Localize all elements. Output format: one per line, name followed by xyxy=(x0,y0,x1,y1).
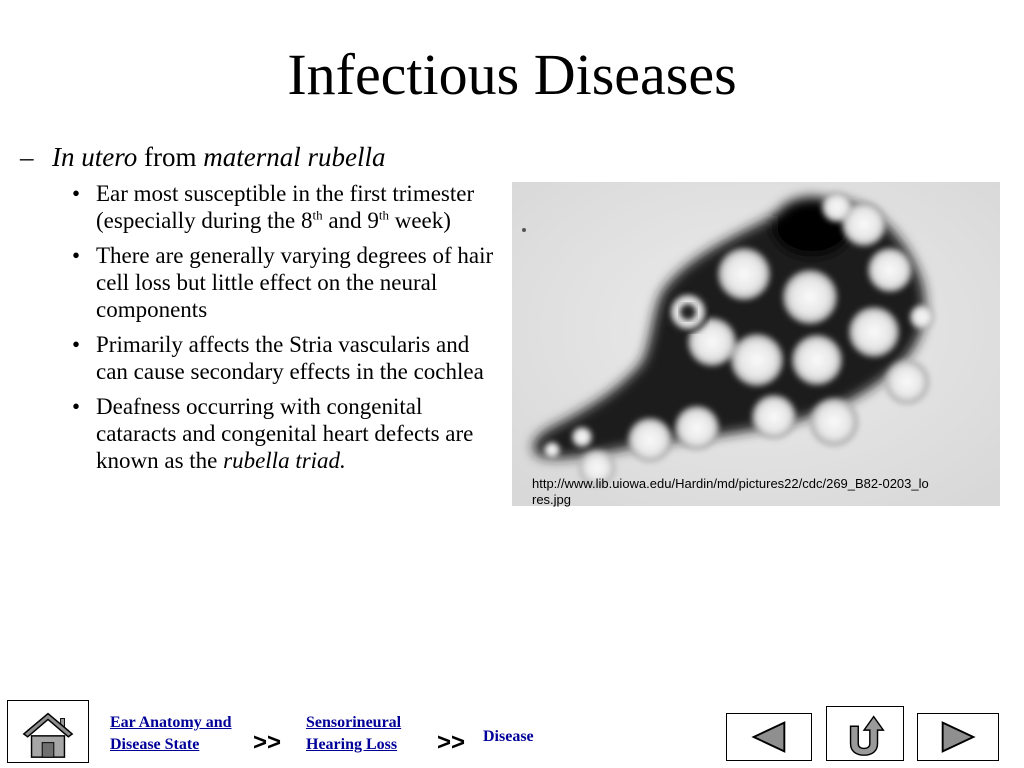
sub-heading-plain: from xyxy=(137,142,204,172)
bullet-dot: • xyxy=(72,332,81,357)
ordinal-sup: th xyxy=(312,207,323,223)
bullet-item-2 xyxy=(70,242,500,323)
bullet-list xyxy=(70,180,500,482)
breadcrumb-separator: >> xyxy=(253,729,282,756)
bullet-dot: • xyxy=(72,394,81,419)
sub-heading-italic-2: maternal rubella xyxy=(203,142,386,172)
breadcrumb-ear-anatomy[interactable] xyxy=(110,712,232,756)
bullet-text: Ear most susceptible in the first trimester (especially during the 8 xyxy=(96,181,475,233)
bullet-dot: • xyxy=(72,181,81,206)
sub-heading-italic-1: In utero xyxy=(52,142,138,172)
breadcrumb-separator: >> xyxy=(437,729,466,756)
triangle-left-icon xyxy=(727,714,811,760)
slide-title: Infectious Diseases xyxy=(287,42,737,107)
next-slide-button[interactable] xyxy=(917,713,999,761)
crumb-link-line[interactable]: Sensorineural xyxy=(306,714,402,731)
image-source-caption: http://www.lib.uiowa.edu/Hardin/md/pictures22/cdc/269_B82-0203_lores.jpg xyxy=(532,476,929,507)
return-arrow-icon xyxy=(827,707,903,760)
crumb-link-line[interactable]: Hearing Loss xyxy=(306,736,398,753)
breadcrumb-sensorineural[interactable] xyxy=(306,712,401,756)
return-button[interactable] xyxy=(826,706,904,761)
bullet-text: and 9 xyxy=(322,208,379,233)
bullet-italic: rubella triad. xyxy=(223,448,346,473)
bullet-text: Primarily affects the Stria vascularis and can cause secondary effects in the cochlea xyxy=(96,332,484,384)
bullet-text: There are generally varying degrees of hair cell loss but little effect on the neural components xyxy=(96,243,494,322)
bullet-dot: • xyxy=(72,243,81,268)
bullet-text: week) xyxy=(388,208,451,233)
home-button[interactable] xyxy=(7,700,89,763)
bullet-item-1 xyxy=(70,180,500,234)
breadcrumb-current-disease: Disease xyxy=(483,728,534,745)
micrograph-image xyxy=(512,182,1000,506)
crumb-link-line[interactable]: Disease State xyxy=(110,736,200,753)
bullet-item-4 xyxy=(70,393,500,474)
home-icon xyxy=(8,701,88,762)
ordinal-sup: th xyxy=(378,207,389,223)
dash-marker: – xyxy=(20,142,34,172)
sub-heading xyxy=(20,140,385,174)
bullet-item-3 xyxy=(70,331,500,385)
triangle-right-icon xyxy=(918,714,998,760)
crumb-link-line[interactable]: Ear Anatomy and xyxy=(110,714,232,731)
bullet-text: Deafness occurring with congenital cataracts and congenital heart defects are known as the xyxy=(96,394,474,473)
previous-slide-button[interactable] xyxy=(726,713,812,761)
